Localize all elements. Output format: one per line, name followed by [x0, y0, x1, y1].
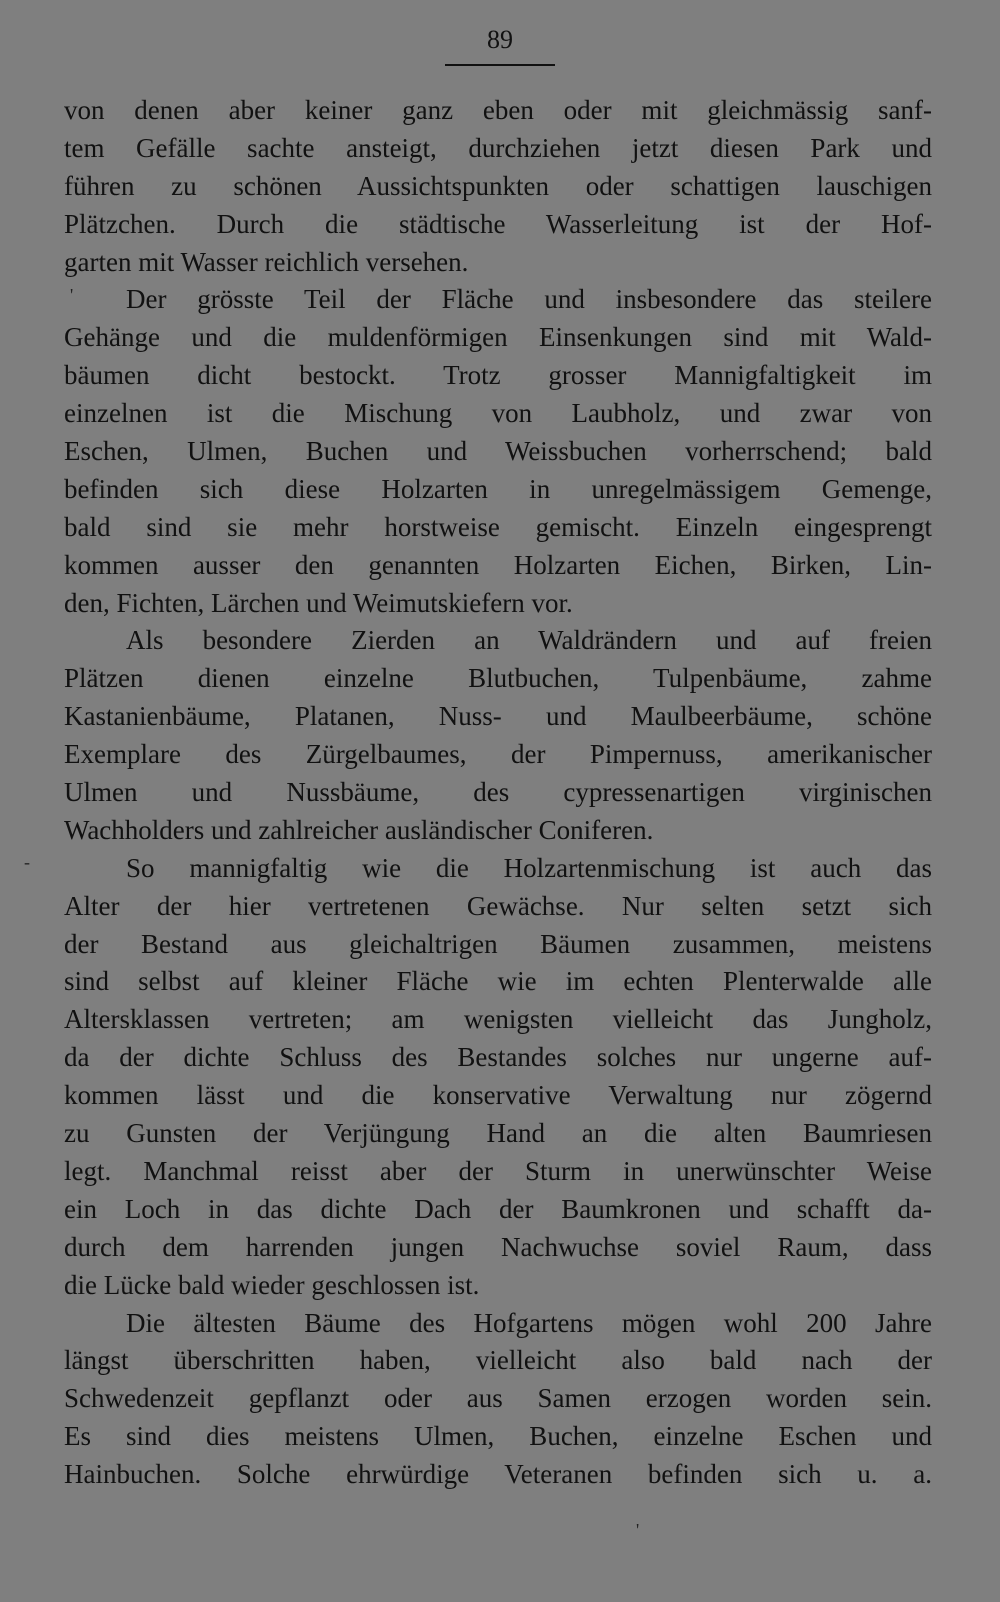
text-line: Alter der hier vertretenen Gewächse. Nur selten setzt sich [64, 890, 932, 921]
text-line: durch dem harrenden jungen Nachwuchse soviel Raum, dass [64, 1231, 932, 1262]
scan-speck: ' [70, 285, 74, 305]
text-line: Die ältesten Bäume des Hofgartens mögen wohl 200 Jahre [126, 1307, 932, 1338]
text-line: längst überschritten haben, vielleicht also bald nach der [64, 1345, 932, 1376]
page-number: 89 [487, 25, 513, 54]
text-line: ein Loch in das dichte Dach der Baumkronen und schafft da- [64, 1193, 932, 1224]
text-line: Wachholders und zahlreicher ausländischer Coniferen. [64, 814, 654, 845]
text-line: Altersklassen vertreten; am wenigsten vielleicht das Jungholz, [64, 1004, 932, 1035]
text-line: zu Gunsten der Verjüngung Hand an die alten Baumriesen [64, 1118, 932, 1149]
text-line: So mannigfaltig wie die Holzartenmischung ist auch das [126, 852, 932, 883]
text-line: Exemplare des Zürgelbaumes, der Pimpernuss, amerikanischer [64, 739, 932, 770]
text-line: Hainbuchen. Solche ehrwürdige Veteranen befinden sich u. a. [64, 1459, 932, 1490]
text-line: kommen lässt und die konservative Verwaltung nur zögernd [64, 1080, 932, 1111]
text-line: von denen aber keiner ganz eben oder mit gleichmässig sanf- [64, 95, 932, 125]
text-line: Es sind dies meistens Ulmen, Buchen, einzelne Eschen und [64, 1421, 932, 1452]
text-line: Gehänge und die muldenförmigen Einsenkungen sind mit Wald- [64, 322, 932, 353]
text-line: sind selbst auf kleiner Fläche wie im echten Plenterwalde alle [64, 966, 932, 997]
text-line: Ulmen und Nussbäume, des cypressenartigen virginischen [64, 777, 932, 808]
scan-speck: ' [636, 1520, 640, 1540]
body-text [64, 92, 932, 1494]
text-line: Plätzen dienen einzelne Blutbuchen, Tulpenbäume, zahme [64, 663, 932, 694]
page-number-rule [445, 64, 555, 66]
text-line: der Bestand aus gleichaltrigen Bäumen zusammen, meistens [64, 928, 932, 959]
text-line: Schwedenzeit gepflanzt oder aus Samen erzogen worden sein. [64, 1383, 932, 1414]
text-line: Als besondere Zierden an Waldrändern und auf freien [126, 625, 932, 656]
text-line: einzelnen ist die Mischung von Laubholz, und zwar von [64, 398, 932, 429]
text-line: bald sind sie mehr horstweise gemischt. Einzeln eingesprengt [64, 511, 932, 542]
text-line: kommen ausser den genannten Holzarten Eichen, Birken, Lin- [64, 549, 932, 580]
text-line: garten mit Wasser reichlich versehen. [64, 246, 469, 277]
text-line: legt. Manchmal reisst aber der Sturm in unerwünschter Weise [64, 1155, 932, 1186]
scan-speck: - [24, 852, 30, 872]
text-line: Kastanienbäume, Platanen, Nuss- und Maulbeerbäume, schöne [64, 701, 932, 732]
text-line: tem Gefälle sachte ansteigt, durchziehen jetzt diesen Park und [64, 132, 932, 163]
text-line: bäumen dicht bestockt. Trotz grosser Mannigfaltigkeit im [64, 360, 932, 391]
text-line: den, Fichten, Lärchen und Weimutskiefern vor. [64, 587, 573, 618]
text-line: Der grösste Teil der Fläche und insbesondere das steilere [126, 284, 932, 315]
text-line: Plätzchen. Durch die städtische Wasserleitung ist der Hof- [64, 208, 932, 239]
text-line: führen zu schönen Aussichtspunkten oder schattigen lauschigen [64, 170, 932, 201]
text-line: die Lücke bald wieder geschlossen ist. [64, 1269, 480, 1300]
text-line: Eschen, Ulmen, Buchen und Weissbuchen vorherrschend; bald [64, 436, 932, 467]
text-line: befinden sich diese Holzarten in unregelmässigem Gemenge, [64, 473, 932, 504]
text-line: da der dichte Schluss des Bestandes solches nur ungerne auf- [64, 1042, 932, 1073]
